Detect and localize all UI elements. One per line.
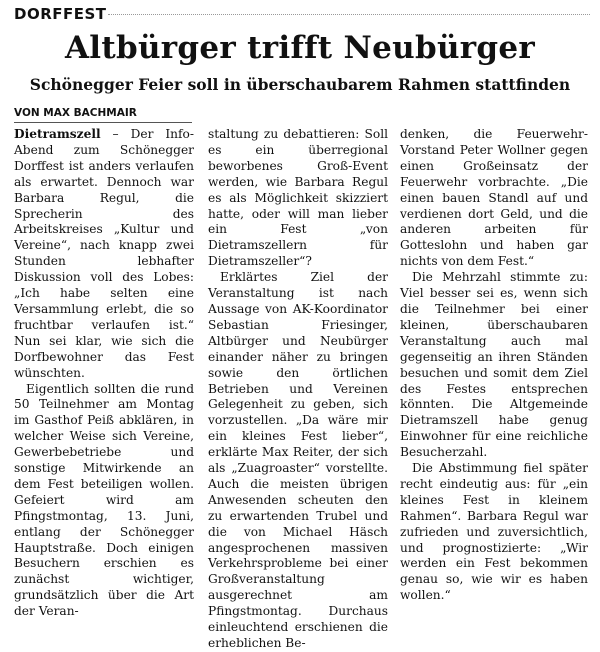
article-paragraph: denken, die Feuerwehr-Vorstand Peter Wollner gegen einen Großeinsatz der Feuerwehr vorbrachte. „Die einen bauen Standl auf und verdienen dort Geld, und die anderen arbeiten für Gotteslohn und haben gar nichts von dem Fest.“ [400,127,588,269]
article-paragraph: Die Mehrzahl stimmte zu: Viel besser sei es, wenn sich die Teilnehmer bei einer kleinen, überschaubaren Veranstaltung auch mal gegenseitig an ihren Ständen besuchen und somit dem Ziel des Festes entsprechen könnten. Die Altgemeinde Dietramszell habe genug Einwohner für eine reichliche Besucherzahl. [400,270,588,460]
article-headline: Altbürger trifft Neubürger [64,30,536,66]
paragraph-text: – Der Info-Abend zum Schönegger Dorffest ist anders verlaufen als erwartet. Dennoch war Barbara Regul, die Sprecherin des Arbeitskreises „Kultur und Vereine“, nach knapp zwei Stunden lebhafter Diskussion voll des Lobes: „Ich habe selten eine Versammlung erlebt, die so fruchtbar verlaufen ist.“ Nun sei klar, wie sich die Dorfbewohner das Fest wünschten. [14,127,194,380]
dateline: Dietramszell [14,127,101,141]
article-byline: VON MAX BACHMAIR [14,107,137,119]
article-subheadline: Schönegger Feier soll in überschaubarem Rahmen stattfinden [29,75,571,94]
article-column-1 [14,127,194,620]
article-paragraph: staltung zu debattieren: Soll es ein überregional beworbenes Groß-Event werden, wie Barbara Regul es als Möglichkeit skizziert hatte, oder will man lieber ein Fest „von Dietramszellern für Dietramszeller“? [208,127,388,269]
article-paragraph: Erklärtes Ziel der Veranstaltung ist nach Aussage von AK-Koordinator Sebastian Friesinger, Altbürger und Neubürger einander näher zu bringen sowie den örtlichen Betrieben und Vereinen Gelegenheit zu geben, sich vorzustellen. „Da wäre mir ein kleines Fest lieber“, erklärte Max Reiter, der sich als „Zuagroaster“ vorstellte. Auch die meisten übrigen Anwesenden scheuten den zu erwartenden Trubel und die von Michael Häsch angesprochenen massiven Verkehrsprobleme bei einer Großveranstaltung ausgerechnet am Pfingstmontag. Durchaus einleuchtend erschienen die erheblichen Be- [208,270,388,650]
article-paragraph [14,127,194,382]
kicker-divider [108,14,590,15]
article-paragraph: Eigentlich sollten die rund 50 Teilnehmer am Montag im Gasthof Peiß abklären, in welcher Weise sich Vereine, Gewerbebetriebe und sonstige Mitwirkende an dem Fest beteiligen wollen. Gefeiert wird am Pfingstmontag, 13. Juni, entlang der Schönegger Hauptstraße. Doch einigen Besuchern erschien es zunächst wichtiger, grundsätzlich über die Art der Veran- [14,381,194,619]
byline-divider [14,122,192,123]
article-paragraph: Die Abstimmung fiel später recht eindeutig aus: für „ein kleines Fest in kleinem Rahmen“. Barbara Regul war zufrieden und zuversichtlich, und prognostizierte: „Wir werden ein Fest bekommen genau so, wie wir es haben wollen.“ [400,461,588,603]
article-column-2 [208,127,388,652]
article-column-3 [400,127,588,604]
section-kicker: DORFFEST [14,5,107,23]
